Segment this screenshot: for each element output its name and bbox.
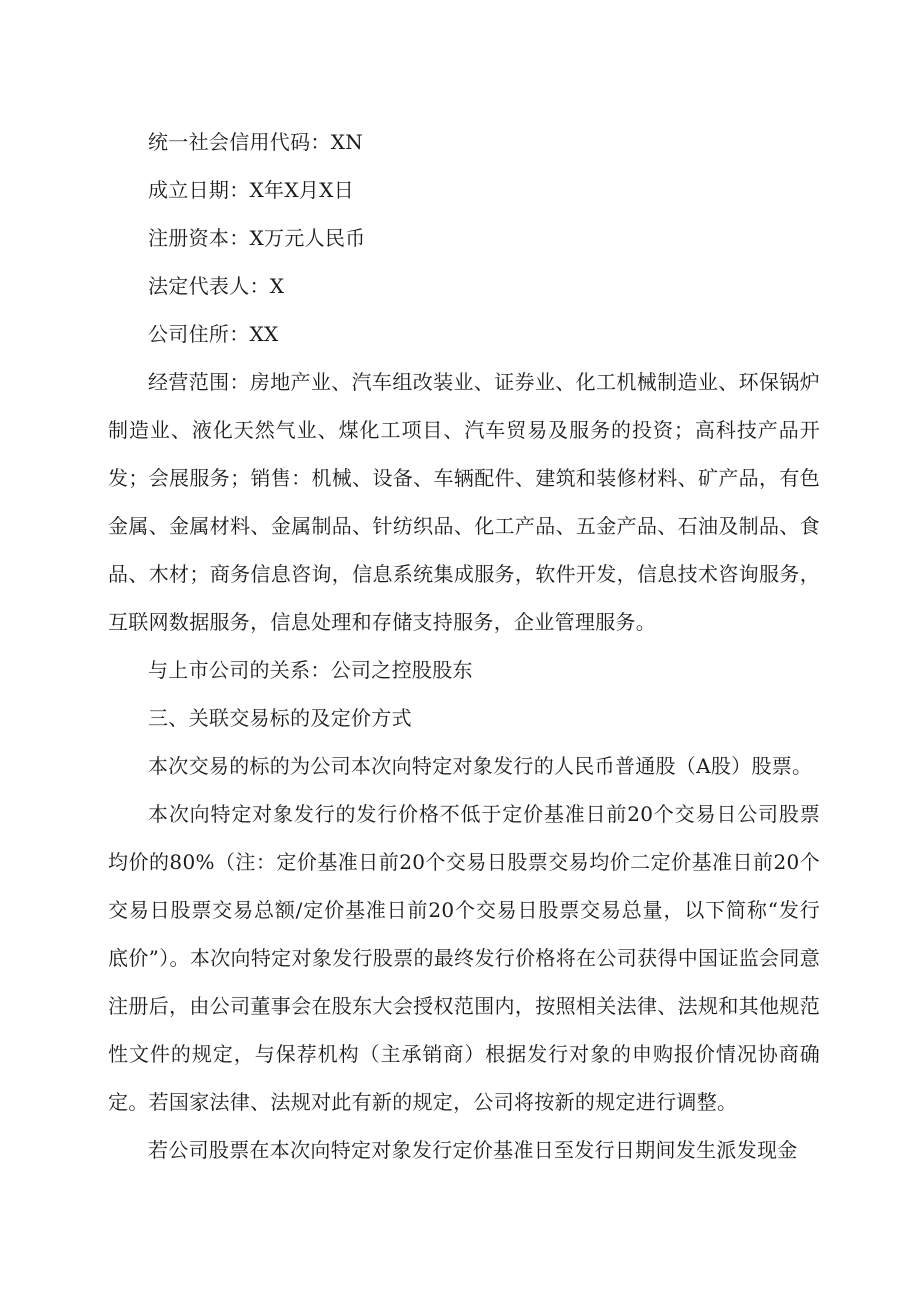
credit-code-line: 统一社会信用代码：XN: [148, 130, 364, 154]
pricing-paragraph: 本次向特定对象发行的发行价格不低于定价基准日前20个交易日公司股票均价的80%（注：定价基准日前20个交易日股票交易均价二定价基准日前20个交易日股票交易总额/定价基准日前20个交易日股票交易总量，以下简称“发行底价”）。本次向特定对象发行股票的最终发行价格将在公司获得中国证监会同意注册后，由公司董事会在股东大会授权范围内，按照相关法律、法规和其他规范性文件的规定，与保荐机构（主承销商）根据发行对象的申购报价情况协商确定。若国家法律、法规对此有新的规定，公司将按新的规定进行调整。: [108, 802, 820, 1114]
relationship-line: 与上市公司的关系：公司之控股股东: [148, 658, 473, 682]
company-address-line: 公司住所：XX: [148, 322, 279, 346]
registered-capital-line: 注册资本：X万元人民币: [148, 226, 366, 250]
transaction-subject-paragraph: 本次交易的标的为公司本次向特定对象发行的人民币普通股（A股）股票。: [148, 754, 813, 778]
establish-date-line: 成立日期：X年X月X日: [148, 178, 355, 202]
section-heading: 三、关联交易标的及定价方式: [148, 706, 412, 730]
business-scope-paragraph: 经营范围：房地产业、汽车组改装业、证券业、化工机械制造业、环保锅炉制造业、液化天然气业、煤化工项目、汽车贸易及服务的投资；高科技产品开发；会展服务；销售：机械、设备、车辆配件、建筑和装修材料、矿产品，有色金属、金属材料、金属制品、针纺织品、化工产品、五金产品、石油及制品、食品、木材；商务信息咨询，信息系统集成服务，软件开发，信息技术咨询服务，互联网数据服务，信息处理和存储支持服务，企业管理服务。: [108, 370, 820, 634]
document-body: [108, 118, 820, 1174]
adjustment-paragraph: 若公司股票在本次向特定对象发行定价基准日至发行日期间发生派发现金: [148, 1138, 798, 1162]
legal-representative-line: 法定代表人：X: [148, 274, 285, 298]
